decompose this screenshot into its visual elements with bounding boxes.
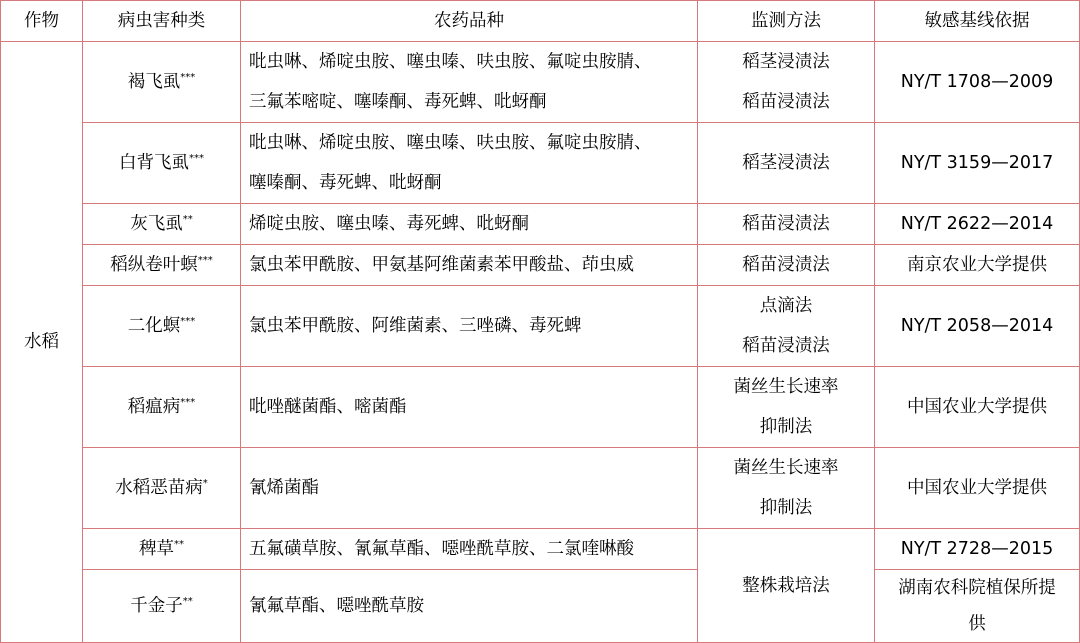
- pest-cell: [83, 367, 241, 448]
- pesticide-cell: 五氟磺草胺、氰氟草酯、噁唑酰草胺、二氯喹啉酸: [241, 529, 698, 570]
- method-line: 菌丝生长速率: [733, 458, 839, 478]
- pest-cell: [83, 42, 241, 123]
- pest-mark: ***: [180, 316, 196, 327]
- table-row: [1, 367, 1080, 448]
- pest-name: 二化螟: [127, 316, 181, 336]
- pesticide-line: 吡虫啉、烯啶虫胺、噻虫嗪、呋虫胺、氟啶虫胺腈、: [249, 52, 652, 72]
- baseline-cell: NY/T 2728—2015: [875, 529, 1080, 570]
- method-cell: 稻苗浸渍法: [698, 204, 875, 245]
- pest-cell: [83, 245, 241, 286]
- table-row: [1, 448, 1080, 529]
- header-row: [1, 1, 1080, 42]
- pest-name: 灰飞虱: [130, 214, 183, 234]
- header-method: 监测方法: [698, 1, 875, 42]
- pest-name: 褐飞虱: [127, 72, 181, 92]
- pesticide-cell: 吡唑醚菌酯、嘧菌酯: [241, 367, 698, 448]
- table-row: [1, 123, 1080, 204]
- table-row: [1, 204, 1080, 245]
- pest-mark: ***: [180, 397, 196, 408]
- header-crop: 作物: [1, 1, 83, 42]
- method-line: 抑制法: [759, 498, 813, 518]
- method-cell: 整株栽培法: [698, 529, 875, 643]
- baseline-cell: NY/T 3159—2017: [875, 123, 1080, 204]
- pest-mark: ***: [189, 153, 204, 164]
- pest-cell: [83, 448, 241, 529]
- pest-mark: *: [202, 478, 208, 489]
- pesticide-line: 噻嗪酮、毒死蜱、吡蚜酮: [249, 173, 442, 193]
- method-line: 稻苗浸渍法: [742, 92, 830, 112]
- baseline-cell: 中国农业大学提供: [875, 367, 1080, 448]
- baseline-cell: 南京农业大学提供: [875, 245, 1080, 286]
- pesticide-cell: 烯啶虫胺、噻虫嗪、毒死蜱、吡蚜酮: [241, 204, 698, 245]
- pest-name: 稻瘟病: [127, 397, 181, 417]
- method-cell: [698, 367, 875, 448]
- baseline-cell: [875, 570, 1080, 643]
- pesticide-line: 三氟苯嘧啶、噻嗪酮、毒死蜱、吡蚜酮: [249, 92, 547, 112]
- header-baseline: 敏感基线依据: [875, 1, 1080, 42]
- baseline-cell: 中国农业大学提供: [875, 448, 1080, 529]
- table-row: [1, 245, 1080, 286]
- header-pest: 病虫害种类: [83, 1, 241, 42]
- pest-cell: [83, 123, 241, 204]
- pest-cell: [83, 286, 241, 367]
- method-line: 稻茎浸渍法: [742, 52, 830, 72]
- method-line: 抑制法: [759, 417, 813, 437]
- pesticide-cell: 氯虫苯甲酰胺、甲氨基阿维菌素苯甲酸盐、茚虫威: [241, 245, 698, 286]
- pest-name: 稗草: [139, 539, 174, 559]
- table-row: [1, 42, 1080, 123]
- pesticide-cell: [241, 123, 698, 204]
- pest-mark: **: [174, 539, 184, 550]
- pesticide-cell: [241, 42, 698, 123]
- method-cell: [698, 42, 875, 123]
- pest-mark: ***: [197, 255, 213, 266]
- baseline-line: 供: [968, 614, 986, 634]
- method-line: 点滴法: [759, 296, 813, 316]
- method-cell: 稻茎浸渍法: [698, 123, 875, 204]
- pest-mark: **: [182, 214, 193, 225]
- table-row: [1, 529, 1080, 570]
- crop-cell: 水稻: [1, 42, 83, 643]
- method-line: 稻苗浸渍法: [742, 336, 830, 356]
- pest-name: 稻纵卷叶螟: [110, 255, 198, 275]
- pesticide-line: 吡虫啉、烯啶虫胺、噻虫嗪、呋虫胺、氟啶虫胺腈、: [249, 133, 652, 153]
- pest-name: 水稻恶苗病: [115, 478, 203, 498]
- baseline-cell: NY/T 1708—2009: [875, 42, 1080, 123]
- table-row: [1, 286, 1080, 367]
- method-line: 菌丝生长速率: [733, 377, 839, 397]
- baseline-cell: NY/T 2058—2014: [875, 286, 1080, 367]
- baseline-line: 湖南农科院植保所提: [898, 578, 1056, 598]
- header-pesticide: 农药品种: [241, 1, 698, 42]
- pesticide-cell: 氰烯菌酯: [241, 448, 698, 529]
- pest-cell: [83, 204, 241, 245]
- table-row: [1, 570, 1080, 643]
- pest-mark: ***: [180, 72, 196, 83]
- pest-cell: [83, 570, 241, 643]
- method-cell: [698, 448, 875, 529]
- method-cell: [698, 286, 875, 367]
- method-cell: 稻苗浸渍法: [698, 245, 875, 286]
- pest-cell: [83, 529, 241, 570]
- pesticide-cell: 氯虫苯甲酰胺、阿维菌素、三唑磷、毒死蜱: [241, 286, 698, 367]
- pest-name: 千金子: [130, 596, 183, 616]
- baseline-cell: NY/T 2622—2014: [875, 204, 1080, 245]
- pesticide-cell: 氰氟草酯、噁唑酰草胺: [241, 570, 698, 643]
- pest-mark: **: [182, 596, 193, 607]
- pest-name: 白背飞虱: [119, 153, 189, 173]
